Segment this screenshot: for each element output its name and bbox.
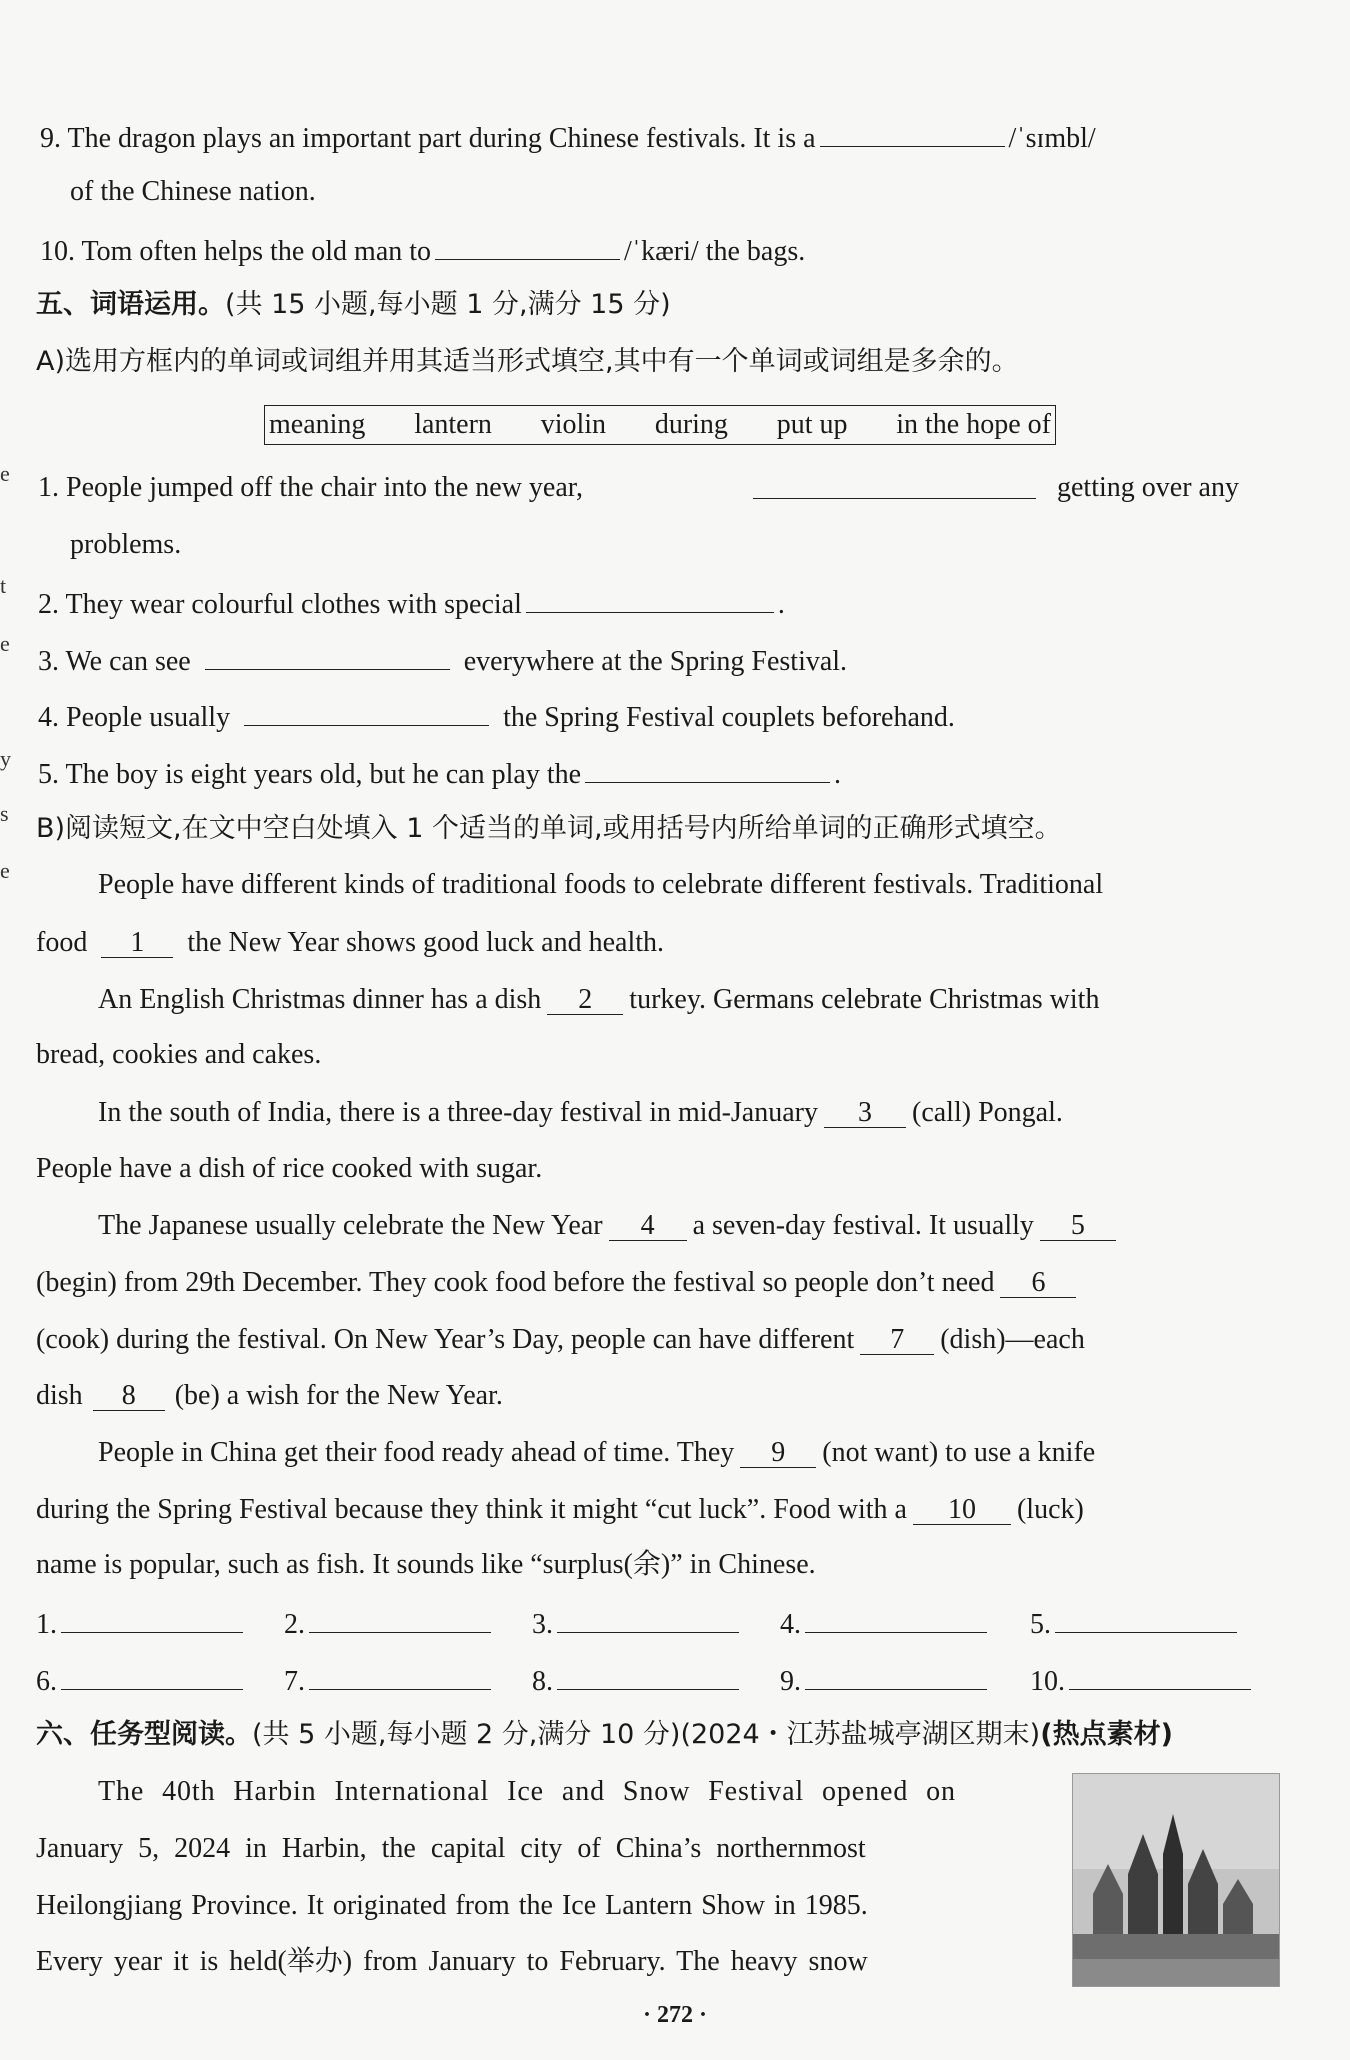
answer-label: 4. [780, 1609, 801, 1640]
answer-label: 6. [36, 1666, 57, 1697]
section-5-info: (共 15 小题,每小题 1 分,满分 15 分) [225, 289, 671, 320]
answer-blank[interactable] [585, 758, 830, 783]
answer-line-8 [532, 1665, 743, 1696]
passage-text: a seven-day festival. It usually [692, 1210, 1034, 1241]
answer-line-7 [284, 1665, 495, 1696]
word-bank-item: violin [540, 409, 607, 440]
answer-blank[interactable] [61, 1665, 243, 1690]
question-text: 2. They wear colourful clothes with special [38, 589, 522, 620]
passage-text: dish [36, 1380, 83, 1411]
margin-letter: e [0, 631, 10, 656]
passage-line: bread, cookies and cakes. [36, 1039, 322, 1070]
section-6-info: (共 5 小题,每小题 2 分,满分 10 分)(2024・江苏盐城亭湖区期末) [252, 1719, 1041, 1750]
answer-blank[interactable] [244, 701, 489, 726]
passage-line: name is popular, such as fish. It sounds like “surplus(余)” in Chinese. [36, 1549, 816, 1580]
question-text: 3. We can see [38, 646, 191, 677]
word-bank-item: during [654, 409, 728, 440]
question-9-cont: of the Chinese nation. [70, 176, 316, 207]
section-6-tag: (热点素材) [1040, 1719, 1173, 1750]
margin-letter: s [0, 801, 9, 826]
numbered-blank[interactable]: 7 [860, 1325, 934, 1355]
a-question-1-cont: problems. [70, 529, 182, 560]
answer-blank[interactable] [820, 122, 1005, 147]
part-a-instruction: A)选用方框内的单词或词组并用其适当形式填空,其中有一个单词或词组是多余的。 [36, 346, 1019, 377]
part-b-instruction: B)阅读短文,在文中空白处填入 1 个适当的单词,或用括号内所给单词的正确形式填空。 [36, 813, 1062, 844]
answer-blank[interactable] [61, 1608, 243, 1633]
question-tail: everywhere at the Spring Festival. [463, 646, 848, 677]
a-question-2 [38, 588, 785, 619]
passage-line [98, 1098, 1063, 1128]
question-tail: . [834, 759, 842, 790]
passage-text: food [36, 927, 88, 958]
phonetic: /ˈsɪmbl/ [1008, 123, 1096, 154]
answer-blank[interactable] [309, 1665, 491, 1690]
answer-blank[interactable] [1055, 1608, 1237, 1633]
answer-line-2 [284, 1608, 495, 1639]
question-text: 5. The boy is eight years old, but he can play the [38, 759, 582, 790]
answer-blank[interactable] [557, 1608, 739, 1633]
passage-text: In the south of India, there is a three-day festival in mid-January [98, 1097, 818, 1128]
phonetic: /ˈkæri/ [624, 236, 699, 267]
question-text: 4. People usually [38, 702, 231, 733]
answer-blank[interactable] [309, 1608, 491, 1633]
answer-label: 8. [532, 1666, 553, 1697]
passage-text: (not want) to use a knife [822, 1437, 1096, 1468]
passage-text: An English Christmas dinner has a dish [98, 984, 542, 1015]
answer-line-6 [36, 1665, 247, 1696]
answer-line-3 [532, 1608, 743, 1639]
ice-castle-image [1073, 1774, 1279, 1986]
question-text: 1. People jumped off the chair into the new year, [38, 472, 583, 503]
a-question-3 [38, 645, 847, 676]
answer-label: 5. [1030, 1609, 1051, 1640]
answer-label: 10. [1030, 1666, 1065, 1697]
passage-text: People in China get their food ready ahead of time. They [98, 1437, 735, 1468]
answer-blank[interactable] [753, 474, 1036, 499]
passage-line [36, 1268, 1082, 1298]
numbered-blank[interactable]: 2 [547, 985, 623, 1015]
answer-label: 1. [36, 1609, 57, 1640]
numbered-blank[interactable]: 1 [101, 928, 173, 958]
numbered-blank[interactable]: 6 [1000, 1268, 1076, 1298]
page-number: · 272 · [642, 2002, 707, 2028]
passage-text: turkey. Germans celebrate Christmas with [629, 984, 1100, 1015]
word-bank-item: put up [776, 409, 848, 440]
word-bank-item: in the hope of [896, 409, 1051, 440]
numbered-blank[interactable]: 10 [913, 1495, 1011, 1525]
answer-blank[interactable] [526, 588, 774, 613]
answer-line-5 [1030, 1608, 1241, 1639]
passage-line [98, 1211, 1122, 1241]
section-6-heading [36, 1721, 1173, 1749]
numbered-blank[interactable]: 4 [609, 1211, 687, 1241]
passage-line [36, 1381, 503, 1411]
numbered-blank[interactable]: 5 [1040, 1211, 1116, 1241]
passage-line [98, 1438, 1095, 1468]
ice-festival-photo [1072, 1773, 1280, 1987]
answer-blank[interactable] [557, 1665, 739, 1690]
margin-letter: e [0, 858, 10, 883]
passage-text: (dish)—each [940, 1324, 1085, 1355]
passage-text: (call) Pongal. [912, 1097, 1063, 1128]
margin-letter: t [0, 573, 7, 598]
answer-blank[interactable] [205, 645, 450, 670]
a-question-1-tail: getting over any [1057, 472, 1239, 503]
a-question-4 [38, 701, 955, 732]
passage-text: The Japanese usually celebrate the New Year [98, 1210, 603, 1241]
answer-blank[interactable] [805, 1608, 987, 1633]
question-10-tail: the bags. [705, 236, 806, 267]
answer-line-4 [780, 1608, 991, 1639]
passage-line [36, 1325, 1085, 1355]
question-tail: . [777, 589, 785, 620]
section-5-title: 五、词语运用。 [36, 289, 225, 320]
answer-blank[interactable] [435, 235, 620, 260]
numbered-blank[interactable]: 9 [740, 1438, 816, 1468]
answer-label: 3. [532, 1609, 553, 1640]
passage-line: People have a dish of rice cooked with sugar. [36, 1153, 543, 1184]
margin-letter: e [0, 461, 10, 486]
passage-text: (luck) [1016, 1494, 1084, 1525]
numbered-blank[interactable]: 8 [93, 1381, 165, 1411]
answer-label: 2. [284, 1609, 305, 1640]
a-question-1-blank [753, 474, 1036, 505]
word-bank-box [264, 405, 1056, 445]
question-10 [40, 235, 805, 266]
passage-text: (cook) during the festival. On New Year’s Day, people can have different [36, 1324, 855, 1355]
answer-label: 9. [780, 1666, 801, 1697]
question-10-text: 10. Tom often helps the old man to [40, 236, 432, 267]
reading-line: Heilongjiang Province. It originated from the Ice Lantern Show in 1985. [36, 1890, 868, 1921]
a-question-1 [38, 474, 583, 502]
answer-line-9 [780, 1665, 991, 1696]
passage-line [36, 1495, 1084, 1525]
a-question-5 [38, 758, 841, 789]
passage-text: (be) a wish for the New Year. [174, 1380, 503, 1411]
passage-text: the New Year shows good luck and health. [187, 927, 665, 958]
section-5-heading [36, 291, 671, 319]
answer-label: 7. [284, 1666, 305, 1697]
question-9-text: 9. The dragon plays an important part during Chinese festivals. It is a [40, 123, 816, 154]
reading-line: January 5, 2024 in Harbin, the capital city of China’s northernmost [36, 1833, 866, 1864]
passage-line [36, 928, 664, 958]
passage-text: (begin) from 29th December. They cook food before the festival so people don’t need [36, 1267, 995, 1298]
reading-line: The 40th Harbin International Ice and Snow Festival opened on [98, 1776, 956, 1807]
word-bank-item: meaning [269, 409, 366, 440]
passage-line: People have different kinds of traditional foods to celebrate different festivals. Traditional [98, 869, 1104, 900]
word-bank-item: lantern [414, 409, 492, 440]
passage-text: during the Spring Festival because they think it might “cut luck”. Food with a [36, 1494, 907, 1525]
numbered-blank[interactable]: 3 [824, 1098, 906, 1128]
answer-blank[interactable] [805, 1665, 987, 1690]
question-9 [40, 122, 1096, 153]
reading-line: Every year it is held(举办) from January to February. The heavy snow [36, 1946, 868, 1977]
answer-line-1 [36, 1608, 247, 1639]
section-6-title: 六、任务型阅读。 [36, 1719, 252, 1750]
margin-letter: y [0, 746, 11, 771]
passage-line [98, 985, 1099, 1015]
answer-blank[interactable] [1069, 1665, 1251, 1690]
answer-line-10 [1030, 1665, 1255, 1696]
question-tail: the Spring Festival couplets beforehand. [503, 702, 955, 733]
